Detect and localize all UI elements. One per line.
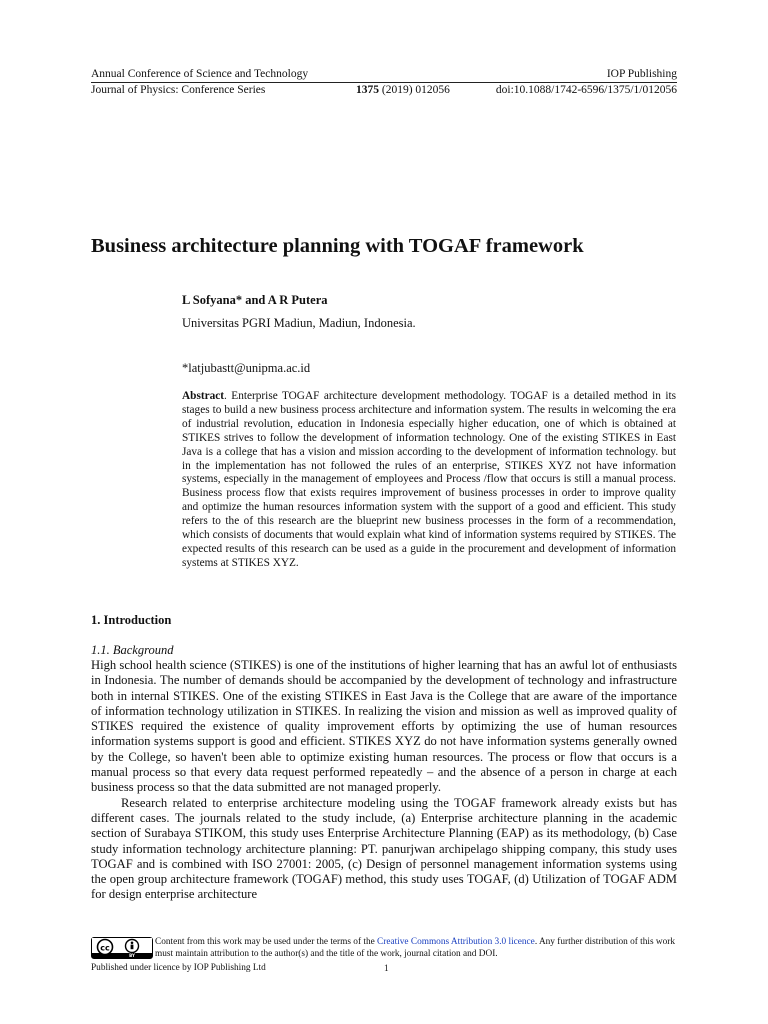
by-text: BY <box>129 953 135 958</box>
author-list: L Sofyana* and A R Putera <box>182 293 328 307</box>
license-link[interactable]: Creative Commons Attribution 3.0 licence <box>377 937 535 947</box>
header-rule <box>91 82 677 83</box>
conference-name: Annual Conference of Science and Technology <box>91 68 309 80</box>
license-note <box>155 937 677 960</box>
year-article: (2019) 012056 <box>379 84 450 96</box>
doi-link[interactable]: doi:10.1088/1742-6596/1375/1/012056 <box>495 84 677 96</box>
abstract-label: Abstract <box>182 390 225 402</box>
license-note-before: Content from this work may be used under the terms of the <box>155 937 378 947</box>
section-heading-introduction: 1. Introduction <box>91 613 172 627</box>
volume-number: 1375 <box>356 84 379 96</box>
subsection-heading-background: 1.1. Background <box>91 643 174 657</box>
creative-commons-by-icon[interactable] <box>91 937 153 959</box>
corresponding-email[interactable]: *latjubastt@unipma.ac.id <box>182 361 311 375</box>
body-text <box>91 658 677 903</box>
paper-title: Business architecture planning with TOGAF framework <box>91 235 584 257</box>
license-note-after: . Any further distribution of this work must maintain attribution to the author(s) and the title of the work, journal citation and DOI. <box>155 937 676 959</box>
page-number: 1 <box>384 964 389 974</box>
affiliation: Universitas PGRI Madiun, Madiun, Indonesia. <box>182 316 416 330</box>
published-under-licence: Published under licence by IOP Publishing Ltd <box>91 963 266 973</box>
volume-info <box>356 84 450 97</box>
journal-name: Journal of Physics: Conference Series <box>91 84 266 96</box>
cc-text: cc <box>100 943 110 953</box>
paragraph: Research related to enterprise architecture modeling using the TOGAF framework already exists but has different cases. The journals related to the study include, (a) Enterprise architecture planning in the academic section of Surabaya STIKOM, this study uses Enterprise Architecture Planning (EAP) as its methodology, (b) Case study information technology architecture planning: PT. panurjwan archipelago shipping company, this study uses TOGAF and is combined with ISO 27001: 2005, (c) Design of personnel management information systems using the open group architecture framework (TOGAF) method, this study uses TOGAF, (d) Utilization of TOGAF ADM for design enterprise architecture <box>91 795 677 902</box>
abstract <box>182 390 676 571</box>
abstract-text: . Enterprise TOGAF architecture development methodology. TOGAF is a detailed method in its stages to build a new business process architecture and information system. The results in welcoming the era of industrial revolution, education in Indonesia especially higher education, one of which is obtained at STIKES strives to follow the development of information technology. One of the existing STIKES in East Java is a college that has a vision and mission according to the development of information technology. but in the implementation has not followed the rules of an enterprise, STIKES XYZ not have information systems, especially in the management of employees and Process /flow that occurs is still a manual process. Business process flow that exists requires improvement of business processes in order to improve quality and optimize the human resources information system with the support of a good and efficient. This study refers to the of this research are the blueprint new business processes in the form of a recommendation, which consists of documents that would explain what kind of information systems required by STIKES. The expected results of this research can be used as a guide in the procurement and development of information systems at STIKES XYZ. <box>182 390 676 569</box>
paragraph: High school health science (STIKES) is one of the institutions of higher learning that has an awful lot of enthusiasts in Indonesia. The number of demands should be accompanied by the development of technology and infrastructure both in internal STIKES. One of the existing STIKES in East Java is the College that are aware of the importance of information technology utilization in STIKES. In realizing the vision and mission as well as improved quality of STIKES required the existence of quality improvement efforts by optimizing the use of human resources information systems support is good and efficient. STIKES XYZ do not have information systems generally owned by the College, so haven't been able to optimize existing human resources. The process or flow that occurs is a manual process so that every data request performed repeatedly – and the absence of a person in charge at each business process so that the data submitted are not managed properly. <box>91 658 677 795</box>
publisher-name: IOP Publishing <box>606 68 677 80</box>
